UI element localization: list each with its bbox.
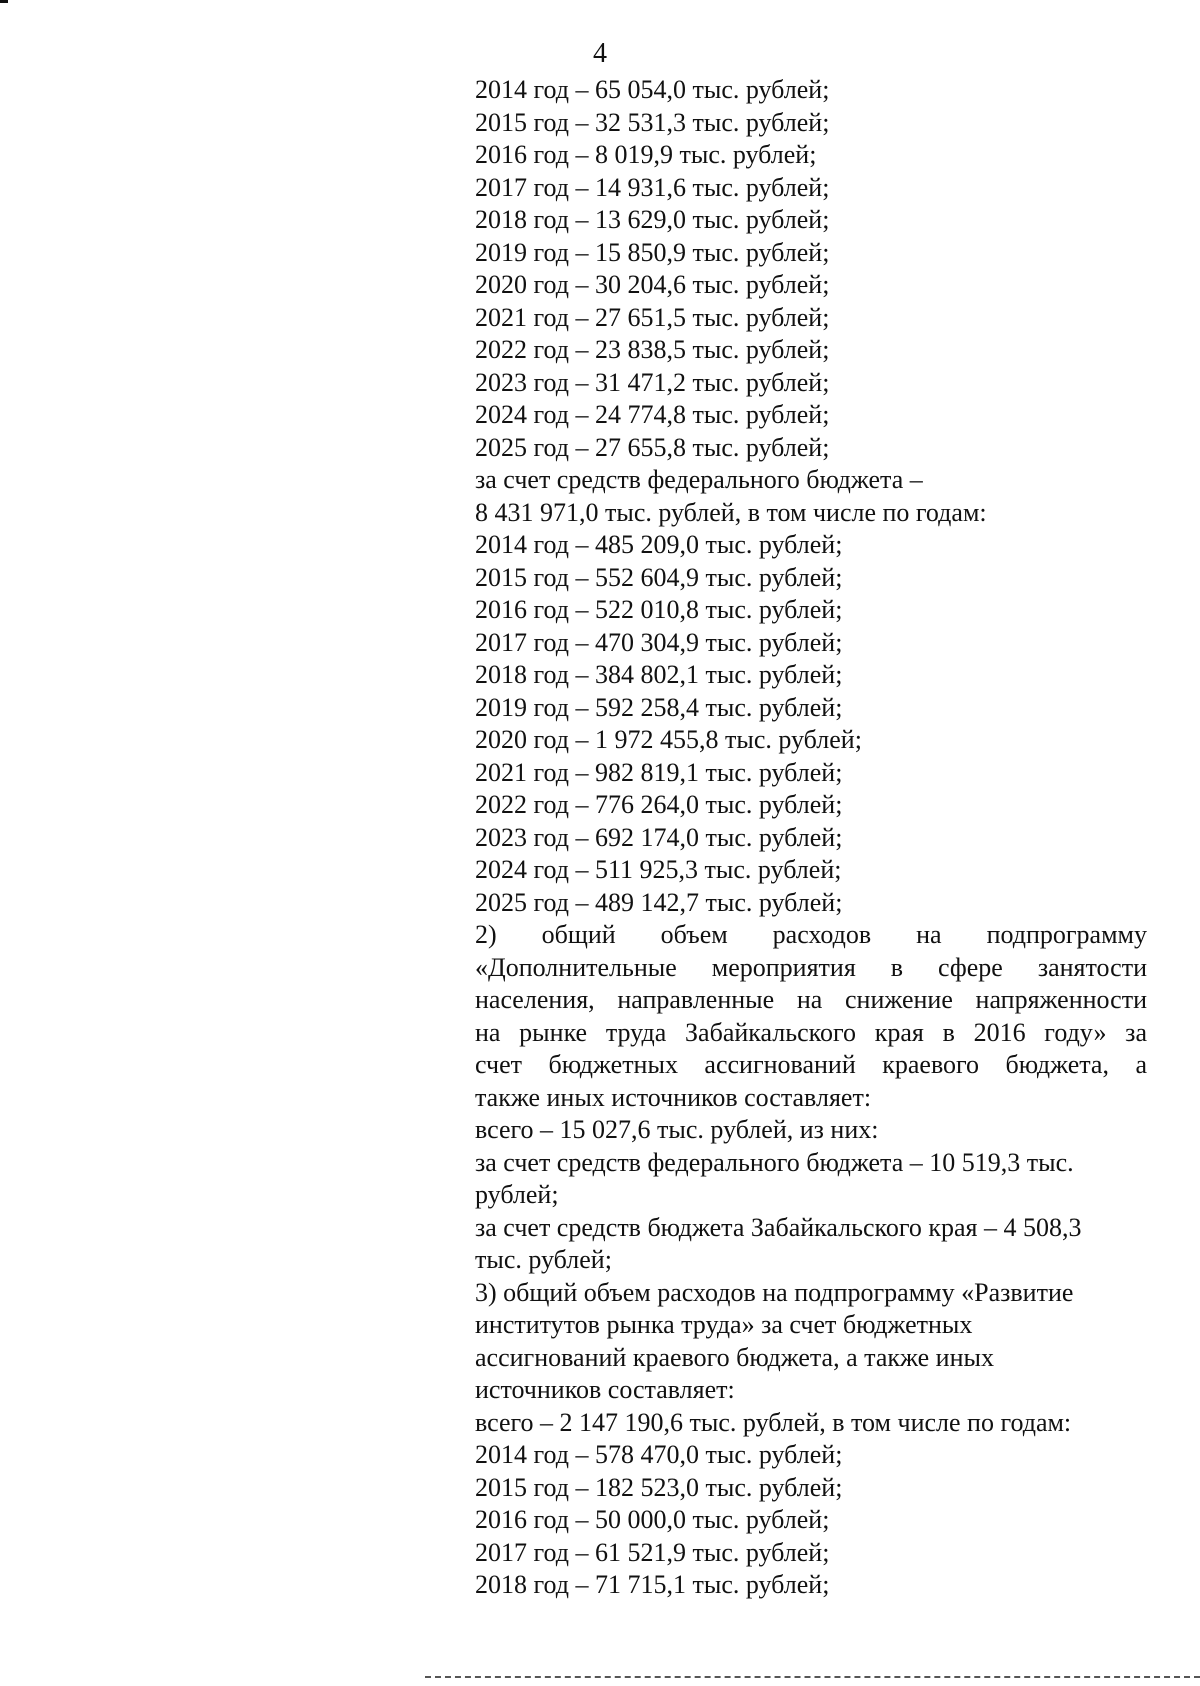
text-line: населения, направленные на снижение напряженности xyxy=(475,985,1147,1014)
text-line: 2021 год – 27 651,5 тыс. рублей; xyxy=(475,302,830,332)
text-line: за счет средств бюджета Забайкальского края – 4 508,3 xyxy=(475,1212,1082,1242)
scan-corner-mark xyxy=(0,0,8,3)
text-line: 2019 год – 592 258,4 тыс. рублей; xyxy=(475,692,843,722)
text-line: 2018 год – 71 715,1 тыс. рублей; xyxy=(475,1570,830,1599)
page-number: 4 xyxy=(593,38,607,69)
text-line: 2014 год – 578 470,0 тыс. рублей; xyxy=(475,1440,843,1469)
text-line: рублей; xyxy=(475,1180,559,1209)
text-line: тыс. рублей; xyxy=(475,1245,612,1274)
text-line: 2014 год – 485 209,0 тыс. рублей; xyxy=(475,530,843,559)
document-body xyxy=(475,74,1147,1602)
text-line: 2019 год – 15 850,9 тыс. рублей; xyxy=(475,237,830,267)
text-line: 2015 год – 552 604,9 тыс. рублей; xyxy=(475,562,843,592)
text-line: 2024 год – 511 925,3 тыс. рублей; xyxy=(475,855,842,884)
text-line: 2020 год – 1 972 455,8 тыс. рублей; xyxy=(475,725,862,754)
text-line: за счет средств федерального бюджета – xyxy=(475,465,923,494)
text-line: 2018 год – 384 802,1 тыс. рублей; xyxy=(475,660,843,689)
text-line: 2016 год – 522 010,8 тыс. рублей; xyxy=(475,595,843,624)
text-line: институтов рынка труда» за счет бюджетных xyxy=(475,1310,973,1339)
text-line: 2018 год – 13 629,0 тыс. рублей; xyxy=(475,205,830,234)
text-line: 2017 год – 61 521,9 тыс. рублей; xyxy=(475,1537,830,1567)
text-line: 2016 год – 8 019,9 тыс. рублей; xyxy=(475,140,817,169)
text-line: источников составляет: xyxy=(475,1375,735,1404)
text-line: 2) общий объем расходов на подпрограмму xyxy=(475,920,1147,949)
scan-bottom-edge xyxy=(425,1676,1200,1678)
text-line: 3) общий объем расходов на подпрограмму «Развитие xyxy=(475,1277,1074,1307)
text-line: 2023 год – 692 174,0 тыс. рублей; xyxy=(475,822,843,852)
text-line: 2017 год – 14 931,6 тыс. рублей; xyxy=(475,172,830,202)
text-line: 2014 год – 65 054,0 тыс. рублей; xyxy=(475,75,830,104)
text-line: счет бюджетных ассигнований краевого бюджета, а xyxy=(475,1050,1147,1079)
text-line: всего – 15 027,6 тыс. рублей, из них: xyxy=(475,1115,879,1144)
text-line: 2020 год – 30 204,6 тыс. рублей; xyxy=(475,270,830,299)
text-line: 2025 год – 489 142,7 тыс. рублей; xyxy=(475,887,843,917)
text-line: 2022 год – 23 838,5 тыс. рублей; xyxy=(475,335,830,364)
text-line: за счет средств федерального бюджета – 10 519,3 тыс. xyxy=(475,1147,1074,1177)
text-line: 2023 год – 31 471,2 тыс. рублей; xyxy=(475,367,830,397)
text-line: 2024 год – 24 774,8 тыс. рублей; xyxy=(475,400,830,429)
text-line: «Дополнительные мероприятия в сфере занятости xyxy=(475,952,1147,982)
text-line: 8 431 971,0 тыс. рублей, в том числе по годам: xyxy=(475,497,987,527)
text-line: 2021 год – 982 819,1 тыс. рублей; xyxy=(475,757,843,787)
text-line: ассигнований краевого бюджета, а также иных xyxy=(475,1342,994,1372)
text-line: 2022 год – 776 264,0 тыс. рублей; xyxy=(475,790,843,819)
text-line: на рынке труда Забайкальского края в 2016 году» за xyxy=(475,1017,1147,1047)
text-line: 2015 год – 32 531,3 тыс. рублей; xyxy=(475,107,830,137)
text-line: всего – 2 147 190,6 тыс. рублей, в том числе по годам: xyxy=(475,1407,1072,1437)
text-line: 2015 год – 182 523,0 тыс. рублей; xyxy=(475,1472,843,1502)
text-line: 2025 год – 27 655,8 тыс. рублей; xyxy=(475,432,830,462)
text-line: также иных источников составляет: xyxy=(475,1082,872,1112)
text-line: 2017 год – 470 304,9 тыс. рублей; xyxy=(475,627,843,657)
text-line: 2016 год – 50 000,0 тыс. рублей; xyxy=(475,1505,830,1534)
